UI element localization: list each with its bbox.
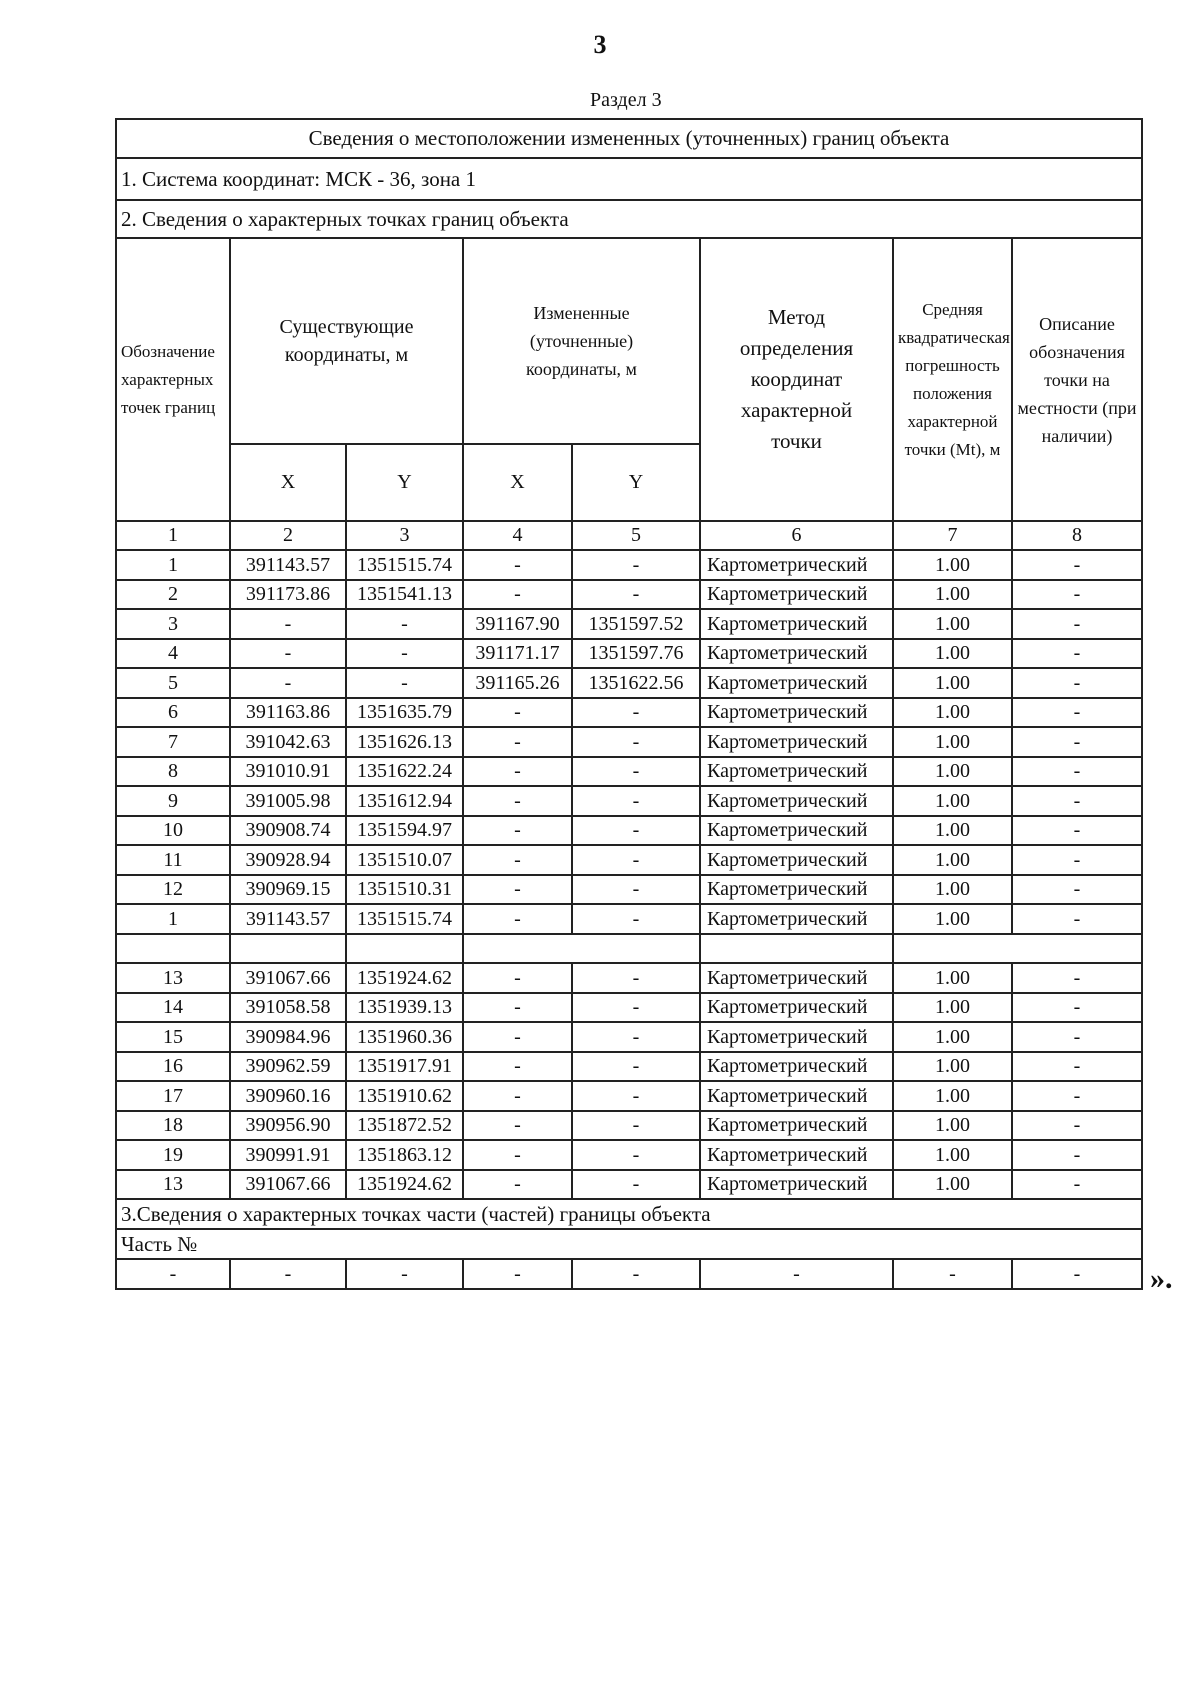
table-row bbox=[116, 1140, 1142, 1170]
table-cell: - bbox=[572, 1052, 700, 1082]
table-cell: - bbox=[572, 1111, 700, 1141]
table-cell: 1351622.56 bbox=[572, 668, 700, 698]
table-cell: - bbox=[572, 1170, 700, 1200]
table-cell: 1351515.74 bbox=[346, 904, 463, 934]
part-number-label: Часть № bbox=[116, 1229, 1142, 1259]
table-cell: 1.00 bbox=[893, 1081, 1012, 1111]
table-row bbox=[116, 1170, 1142, 1200]
table-cell: 391058.58 bbox=[230, 993, 346, 1023]
table-cell: - bbox=[1012, 1140, 1142, 1170]
table-cell: - bbox=[463, 1111, 572, 1141]
table-cell: 391163.86 bbox=[230, 698, 346, 728]
table-cell: 390908.74 bbox=[230, 816, 346, 846]
table-cell: - bbox=[116, 1259, 230, 1289]
table-cell: 1.00 bbox=[893, 1022, 1012, 1052]
table-cell: - bbox=[230, 609, 346, 639]
header-method: Метод определения координат характерной точки bbox=[700, 238, 893, 521]
column-number: 1 bbox=[116, 521, 230, 550]
parts-row bbox=[116, 1259, 1142, 1289]
coordinate-system: 1. Система координат: МСК - 36, зона 1 bbox=[116, 158, 1142, 200]
table-cell: - bbox=[572, 1022, 700, 1052]
table-cell: 1.00 bbox=[893, 757, 1012, 787]
column-number: 8 bbox=[1012, 521, 1142, 550]
table-cell: 391165.26 bbox=[463, 668, 572, 698]
table-cell: - bbox=[1012, 816, 1142, 846]
table-row bbox=[116, 1022, 1142, 1052]
table-cell: - bbox=[572, 993, 700, 1023]
table-cell: 14 bbox=[116, 993, 230, 1023]
table-cell: 1.00 bbox=[893, 993, 1012, 1023]
table-cell: - bbox=[1012, 1259, 1142, 1289]
table-cell: - bbox=[1012, 727, 1142, 757]
table-cell: 1.00 bbox=[893, 786, 1012, 816]
table-cell: - bbox=[463, 845, 572, 875]
table-cell: - bbox=[1012, 639, 1142, 669]
table-row bbox=[116, 993, 1142, 1023]
table-cell: 2 bbox=[116, 580, 230, 610]
table-cell: - bbox=[463, 875, 572, 905]
table-cell: 6 bbox=[116, 698, 230, 728]
table-cell: - bbox=[1012, 550, 1142, 580]
empty-cell bbox=[700, 934, 893, 964]
table-cell: 1.00 bbox=[893, 816, 1012, 846]
header-designation: Обозначение характерных точек границ bbox=[116, 238, 230, 521]
table-cell: - bbox=[463, 1170, 572, 1200]
column-number: 2 bbox=[230, 521, 346, 550]
table-row bbox=[116, 727, 1142, 757]
header-changed-coords: Измененные (уточненные) координаты, м bbox=[463, 238, 700, 444]
table-cell: 7 bbox=[116, 727, 230, 757]
table-cell: 1351622.24 bbox=[346, 757, 463, 787]
table-cell: - bbox=[572, 550, 700, 580]
table-cell: 391005.98 bbox=[230, 786, 346, 816]
table-cell: 1.00 bbox=[893, 1170, 1012, 1200]
table-cell: - bbox=[572, 845, 700, 875]
table-cell: 1.00 bbox=[893, 1052, 1012, 1082]
empty-cell bbox=[463, 934, 572, 964]
table-cell: - bbox=[572, 1140, 700, 1170]
table-cell: - bbox=[572, 727, 700, 757]
table-cell: 390962.59 bbox=[230, 1052, 346, 1082]
table-row bbox=[116, 609, 1142, 639]
table-cell: Картометрический bbox=[700, 1140, 893, 1170]
table-cell: 390960.16 bbox=[230, 1081, 346, 1111]
table-cell: 1.00 bbox=[893, 580, 1012, 610]
table-cell: - bbox=[572, 904, 700, 934]
table-cell: - bbox=[1012, 1170, 1142, 1200]
table-cell: 19 bbox=[116, 1140, 230, 1170]
table-cell: - bbox=[1012, 993, 1142, 1023]
table-cell: 10 bbox=[116, 816, 230, 846]
section-title: Раздел 3 bbox=[590, 89, 662, 111]
table-row bbox=[116, 1111, 1142, 1141]
table-cell: 18 bbox=[116, 1111, 230, 1141]
table-row bbox=[116, 1052, 1142, 1082]
table-cell: 391042.63 bbox=[230, 727, 346, 757]
table-cell: - bbox=[463, 550, 572, 580]
table-cell: - bbox=[1012, 1022, 1142, 1052]
column-number: 7 bbox=[893, 521, 1012, 550]
table-cell: 1.00 bbox=[893, 727, 1012, 757]
table-cell: - bbox=[463, 1140, 572, 1170]
column-number: 5 bbox=[572, 521, 700, 550]
table-cell: 4 bbox=[116, 639, 230, 669]
table-cell: 391067.66 bbox=[230, 963, 346, 993]
table-cell: 1351594.97 bbox=[346, 816, 463, 846]
table-cell: 1.00 bbox=[893, 1140, 1012, 1170]
page-number: 3 bbox=[593, 30, 607, 59]
empty-cell bbox=[572, 934, 700, 964]
table-cell: Картометрический bbox=[700, 816, 893, 846]
table-cell: - bbox=[1012, 786, 1142, 816]
table-cell: Картометрический bbox=[700, 757, 893, 787]
table-cell: - bbox=[572, 1081, 700, 1111]
table-title: Сведения о местоположении измененных (уточненных) границ объекта bbox=[116, 119, 1142, 158]
table-cell: 3 bbox=[116, 609, 230, 639]
table-row bbox=[116, 668, 1142, 698]
table-cell: 17 bbox=[116, 1081, 230, 1111]
table-cell: Картометрический bbox=[700, 727, 893, 757]
table-cell: - bbox=[1012, 875, 1142, 905]
table-cell: Картометрический bbox=[700, 609, 893, 639]
table-cell: 391171.17 bbox=[463, 639, 572, 669]
table-cell: 13 bbox=[116, 1170, 230, 1200]
header-description: Описание обозначения точки на местности (при наличии) bbox=[1012, 238, 1142, 521]
table-cell: - bbox=[463, 963, 572, 993]
table-cell: - bbox=[1012, 1052, 1142, 1082]
table-cell: 9 bbox=[116, 786, 230, 816]
table-cell: - bbox=[700, 1259, 893, 1289]
header-rms-error: Средняя квадратическая погрешность положения характерной точки (Mt), м bbox=[893, 238, 1012, 521]
column-number: 4 bbox=[463, 521, 572, 550]
table-cell: - bbox=[346, 668, 463, 698]
table-cell: 391167.90 bbox=[463, 609, 572, 639]
table-cell: 1351612.94 bbox=[346, 786, 463, 816]
table-row bbox=[116, 786, 1142, 816]
table-cell: 1351863.12 bbox=[346, 1140, 463, 1170]
table-row bbox=[116, 580, 1142, 610]
table-cell: Картометрический bbox=[700, 698, 893, 728]
table-cell: 1351510.31 bbox=[346, 875, 463, 905]
header-changed-x: X bbox=[463, 444, 572, 521]
table-cell: 1.00 bbox=[893, 845, 1012, 875]
table-cell: 390984.96 bbox=[230, 1022, 346, 1052]
table-cell: 1351597.76 bbox=[572, 639, 700, 669]
table-cell: 391067.66 bbox=[230, 1170, 346, 1200]
table-cell: Картометрический bbox=[700, 875, 893, 905]
table-cell: 5 bbox=[116, 668, 230, 698]
table-cell: Картометрический bbox=[700, 580, 893, 610]
table-cell: 1351515.74 bbox=[346, 550, 463, 580]
table-cell: 1351917.91 bbox=[346, 1052, 463, 1082]
empty-cell bbox=[1012, 934, 1142, 964]
table-row bbox=[116, 875, 1142, 905]
table-cell: 11 bbox=[116, 845, 230, 875]
table-cell: Картометрический bbox=[700, 1170, 893, 1200]
table-cell: Картометрический bbox=[700, 993, 893, 1023]
table-cell: - bbox=[346, 639, 463, 669]
empty-cell bbox=[346, 934, 463, 964]
table-cell: 1351872.52 bbox=[346, 1111, 463, 1141]
table-cell: - bbox=[463, 904, 572, 934]
table-cell: 1.00 bbox=[893, 904, 1012, 934]
table-cell: - bbox=[1012, 668, 1142, 698]
table-cell: 390991.91 bbox=[230, 1140, 346, 1170]
table-cell: 1351626.13 bbox=[346, 727, 463, 757]
table-cell: - bbox=[230, 1259, 346, 1289]
table-row bbox=[116, 816, 1142, 846]
table-cell: 1351924.62 bbox=[346, 1170, 463, 1200]
table-cell: - bbox=[463, 727, 572, 757]
empty-cell bbox=[893, 934, 1012, 964]
empty-cell bbox=[116, 934, 230, 964]
table-cell: - bbox=[463, 816, 572, 846]
table-cell: 1.00 bbox=[893, 963, 1012, 993]
table-row bbox=[116, 550, 1142, 580]
table-row bbox=[116, 963, 1142, 993]
table-cell: 1.00 bbox=[893, 668, 1012, 698]
table-cell: - bbox=[346, 1259, 463, 1289]
empty-cell bbox=[230, 934, 346, 964]
table-cell: - bbox=[463, 698, 572, 728]
header-existing-y: Y bbox=[346, 444, 463, 521]
header-changed-y: Y bbox=[572, 444, 700, 521]
table-cell: 1351510.07 bbox=[346, 845, 463, 875]
table-cell: - bbox=[572, 698, 700, 728]
table-cell: - bbox=[230, 668, 346, 698]
table-cell: - bbox=[1012, 609, 1142, 639]
table-cell: - bbox=[893, 1259, 1012, 1289]
table-cell: Картометрический bbox=[700, 1111, 893, 1141]
table-cell: 390928.94 bbox=[230, 845, 346, 875]
table-cell: - bbox=[463, 1081, 572, 1111]
table-cell: 1.00 bbox=[893, 698, 1012, 728]
table-cell: 1 bbox=[116, 904, 230, 934]
table-cell: - bbox=[463, 1259, 572, 1289]
table-cell: 1351924.62 bbox=[346, 963, 463, 993]
table-cell: Картометрический bbox=[700, 786, 893, 816]
points-heading: 2. Сведения о характерных точках границ объекта bbox=[116, 200, 1142, 238]
table-cell: - bbox=[230, 639, 346, 669]
table-cell: - bbox=[572, 816, 700, 846]
table-cell: 1 bbox=[116, 550, 230, 580]
column-number: 6 bbox=[700, 521, 893, 550]
table-cell: - bbox=[463, 786, 572, 816]
table-cell: 1351541.13 bbox=[346, 580, 463, 610]
table-cell: - bbox=[1012, 1081, 1142, 1111]
table-cell: - bbox=[572, 757, 700, 787]
table-row bbox=[116, 904, 1142, 934]
table-cell: - bbox=[463, 1052, 572, 1082]
table-cell: Картометрический bbox=[700, 668, 893, 698]
table-cell: 391143.57 bbox=[230, 550, 346, 580]
table-cell: - bbox=[1012, 963, 1142, 993]
table-cell: 12 bbox=[116, 875, 230, 905]
table-cell: - bbox=[572, 786, 700, 816]
table-cell: 390969.15 bbox=[230, 875, 346, 905]
table-cell: - bbox=[572, 875, 700, 905]
header-existing-x: X bbox=[230, 444, 346, 521]
table-row bbox=[116, 639, 1142, 669]
table-cell: - bbox=[463, 993, 572, 1023]
table-cell: - bbox=[1012, 845, 1142, 875]
header-existing-coords: Существующие координаты, м bbox=[230, 238, 463, 444]
table-cell: 8 bbox=[116, 757, 230, 787]
boundary-points-table bbox=[115, 118, 1143, 1290]
table-row bbox=[116, 845, 1142, 875]
table-cell: - bbox=[346, 609, 463, 639]
table-cell: 1.00 bbox=[893, 639, 1012, 669]
table-cell: - bbox=[1012, 698, 1142, 728]
parts-heading: 3.Сведения о характерных точках части (частей) границы объекта bbox=[116, 1199, 1142, 1229]
table-cell: - bbox=[463, 757, 572, 787]
table-cell: Картометрический bbox=[700, 1022, 893, 1052]
table-row bbox=[116, 757, 1142, 787]
table-cell: - bbox=[572, 580, 700, 610]
table-cell: - bbox=[463, 580, 572, 610]
table-cell: - bbox=[463, 1022, 572, 1052]
table-cell: - bbox=[1012, 757, 1142, 787]
table-cell: Картометрический bbox=[700, 1081, 893, 1111]
table-cell: 1.00 bbox=[893, 550, 1012, 580]
table-row bbox=[116, 698, 1142, 728]
table-cell: 15 bbox=[116, 1022, 230, 1052]
table-cell: 390956.90 bbox=[230, 1111, 346, 1141]
table-cell: 1351960.36 bbox=[346, 1022, 463, 1052]
table-cell: Картометрический bbox=[700, 963, 893, 993]
empty-separator-row bbox=[116, 934, 1142, 964]
table-cell: Картометрический bbox=[700, 1052, 893, 1082]
table-cell: - bbox=[1012, 904, 1142, 934]
table-cell: 1.00 bbox=[893, 609, 1012, 639]
table-cell: Картометрический bbox=[700, 904, 893, 934]
table-cell: 1351939.13 bbox=[346, 993, 463, 1023]
table-cell: 391143.57 bbox=[230, 904, 346, 934]
table-cell: - bbox=[572, 1259, 700, 1289]
table-cell: 391173.86 bbox=[230, 580, 346, 610]
table-cell: 1351635.79 bbox=[346, 698, 463, 728]
table-cell: 1351910.62 bbox=[346, 1081, 463, 1111]
table-cell: - bbox=[572, 963, 700, 993]
table-row bbox=[116, 1081, 1142, 1111]
table-cell: Картометрический bbox=[700, 639, 893, 669]
table-cell: 1.00 bbox=[893, 1111, 1012, 1141]
table-cell: - bbox=[1012, 1111, 1142, 1141]
table-cell: 13 bbox=[116, 963, 230, 993]
table-cell: - bbox=[1012, 580, 1142, 610]
table-cell: 16 bbox=[116, 1052, 230, 1082]
column-number: 3 bbox=[346, 521, 463, 550]
table-cell: Картометрический bbox=[700, 845, 893, 875]
table-cell: Картометрический bbox=[700, 550, 893, 580]
table-cell: 1.00 bbox=[893, 875, 1012, 905]
table-cell: 1351597.52 bbox=[572, 609, 700, 639]
closing-mark: ». bbox=[1150, 1262, 1173, 1295]
table-cell: 391010.91 bbox=[230, 757, 346, 787]
